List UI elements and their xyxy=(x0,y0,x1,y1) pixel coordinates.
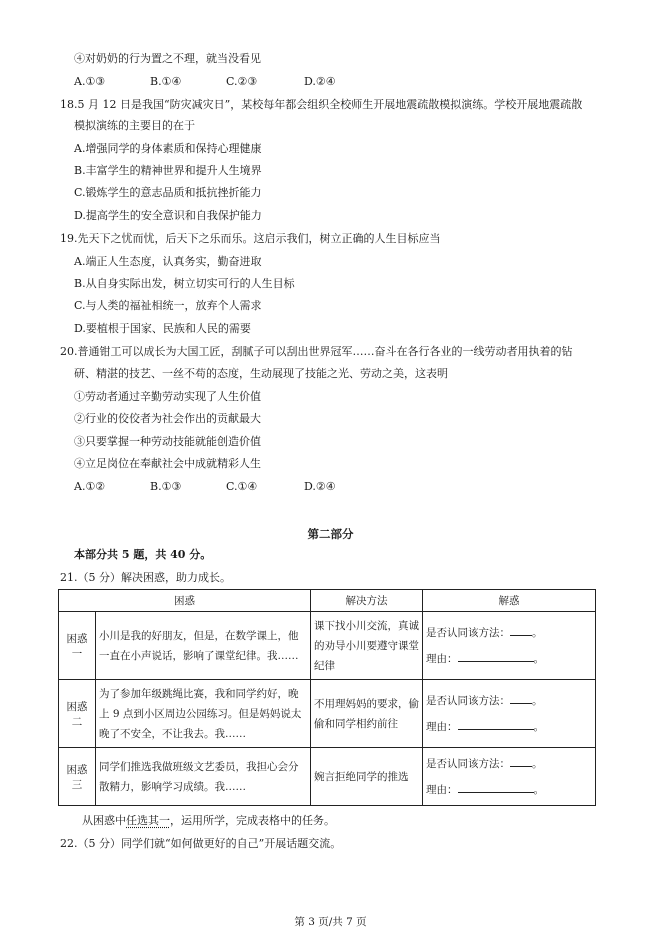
q20-option-c[interactable]: C.①④ xyxy=(226,480,258,493)
q17-options xyxy=(74,75,336,89)
q20-stem-line2: 研、精湛的技艺、一丝不苟的态度，生动展现了技能之光、劳动之美，这表明 xyxy=(74,367,448,380)
agree-label: 是否认同该方法： xyxy=(426,694,510,707)
reason-period: 。 xyxy=(533,720,544,733)
agree-blank[interactable] xyxy=(510,635,532,636)
row-method: 不用理妈妈的要求，偷偷和同学相约前往 xyxy=(311,680,423,748)
q17-option-a[interactable]: A.①③ xyxy=(74,75,106,88)
agree-period: 。 xyxy=(532,694,543,707)
q20-option-a[interactable]: A.①② xyxy=(74,480,106,493)
q19-option-d[interactable]: D.要植根于国家、民族和人民的需要 xyxy=(74,322,251,335)
row-answer xyxy=(423,612,596,680)
row-answer xyxy=(423,748,596,806)
q21-stem: 21.（5 分）解决困惑，助力成长。 xyxy=(60,571,231,584)
q18-stem-line1: 18.5 月 12 日是我国“防灾减灾日”，某校每年都会组织全校师生开展地震疏散模拟演练。学校开展地震疏散 xyxy=(60,98,583,111)
header-answer: 解惑 xyxy=(423,590,596,612)
q22-stem: 22.（5 分）同学们就“如何做更好的自己”开展话题交流。 xyxy=(60,837,342,850)
table-row xyxy=(59,612,596,680)
q20-item-3: ③只要掌握一种劳动技能就能创造价值 xyxy=(74,435,261,448)
reason-period: 。 xyxy=(533,652,544,665)
agree-blank[interactable] xyxy=(510,703,532,704)
q20-item-4: ④立足岗位在奉献社会中成就精彩人生 xyxy=(74,457,261,470)
row-answer xyxy=(423,680,596,748)
q21-instruction-post: ，运用所学，完成表格中的任务。 xyxy=(170,814,335,827)
agree-period: 。 xyxy=(532,757,543,770)
header-confusion: 困惑 xyxy=(59,590,311,612)
q20-option-b[interactable]: B.①③ xyxy=(150,480,182,493)
reason-blank[interactable] xyxy=(458,729,534,730)
row-problem: 小川是我的好朋友，但是，在数学课上，他一直在小声说话，影响了课堂纪律。我…… xyxy=(96,612,311,680)
table-row xyxy=(59,748,596,806)
reason-blank[interactable] xyxy=(458,792,534,793)
q19-option-a[interactable]: A.端正人生态度，认真务实，勤奋进取 xyxy=(74,255,262,268)
q17-option-d[interactable]: D.②④ xyxy=(304,75,336,88)
table-header-row xyxy=(59,590,596,612)
part2-subtitle: 本部分共 5 题，共 40 分。 xyxy=(74,548,212,561)
row-label: 困惑二 xyxy=(59,680,96,748)
q21-instruction-dotted: 任选其一 xyxy=(126,814,170,827)
reason-label: 理由： xyxy=(426,652,458,665)
row-label: 困惑三 xyxy=(59,748,96,806)
row-method: 婉言拒绝同学的推选 xyxy=(311,748,423,806)
part2-title: 第二部分 xyxy=(307,527,354,541)
q18-option-d[interactable]: D.提高学生的安全意识和自我保护能力 xyxy=(74,209,262,222)
header-method: 解决方法 xyxy=(311,590,423,612)
reason-blank[interactable] xyxy=(458,661,534,662)
q18-option-a[interactable]: A.增强同学的身体素质和保持心理健康 xyxy=(74,142,262,155)
row-method: 课下找小川交流，真诚的劝导小川要遵守课堂纪律 xyxy=(311,612,423,680)
q19-stem: 19.先天下之忧而忧，后天下之乐而乐。这启示我们，树立正确的人生目标应当 xyxy=(60,232,441,245)
q21-instruction-pre: 从困惑中 xyxy=(82,814,126,827)
q20-item-1: ①劳动者通过辛勤劳动实现了人生价值 xyxy=(74,390,261,403)
q19-option-c[interactable]: C.与人类的福祉相统一，放弃个人需求 xyxy=(74,299,262,312)
q18-option-b[interactable]: B.丰富学生的精神世界和提升人生境界 xyxy=(74,164,262,177)
q21-table xyxy=(58,589,596,806)
q17-option-b[interactable]: B.①④ xyxy=(150,75,182,88)
page-footer: 第 3 页/共 7 页 xyxy=(294,916,367,928)
q21-instruction xyxy=(82,814,335,828)
agree-blank[interactable] xyxy=(510,766,532,767)
q20-item-2: ②行业的佼佼者为社会作出的贡献最大 xyxy=(74,412,261,425)
q20-stem-line1: 20.普通钳工可以成长为大国工匠，刮腻子可以刮出世界冠军……奋斗在各行各业的一线劳动者用执着的钻 xyxy=(60,345,573,358)
table-row xyxy=(59,680,596,748)
row-problem: 同学们推选我做班级文艺委员，我担心会分散精力，影响学习成绩。我…… xyxy=(96,748,311,806)
agree-label: 是否认同该方法： xyxy=(426,757,510,770)
q17-item-4: ④对奶奶的行为置之不理，就当没看见 xyxy=(74,52,261,65)
reason-label: 理由： xyxy=(426,720,458,733)
q18-option-c[interactable]: C.锻炼学生的意志品质和抵抗挫折能力 xyxy=(74,186,262,199)
agree-period: 。 xyxy=(532,626,543,639)
reason-label: 理由： xyxy=(426,783,458,796)
q20-options xyxy=(74,480,336,494)
q19-option-b[interactable]: B.从自身实际出发，树立切实可行的人生目标 xyxy=(74,277,295,290)
q17-option-c[interactable]: C.②③ xyxy=(226,75,258,88)
q18-stem-line2: 模拟演练的主要目的在于 xyxy=(74,119,195,132)
q20-option-d[interactable]: D.②④ xyxy=(304,480,336,493)
agree-label: 是否认同该方法： xyxy=(426,626,510,639)
row-problem: 为了参加年级跳绳比赛，我和同学约好，晚上 9 点到小区周边公园练习。但是妈妈说太晚了不安全，不让我去。我…… xyxy=(96,680,311,748)
reason-period: 。 xyxy=(533,783,544,796)
row-label: 困惑一 xyxy=(59,612,96,680)
